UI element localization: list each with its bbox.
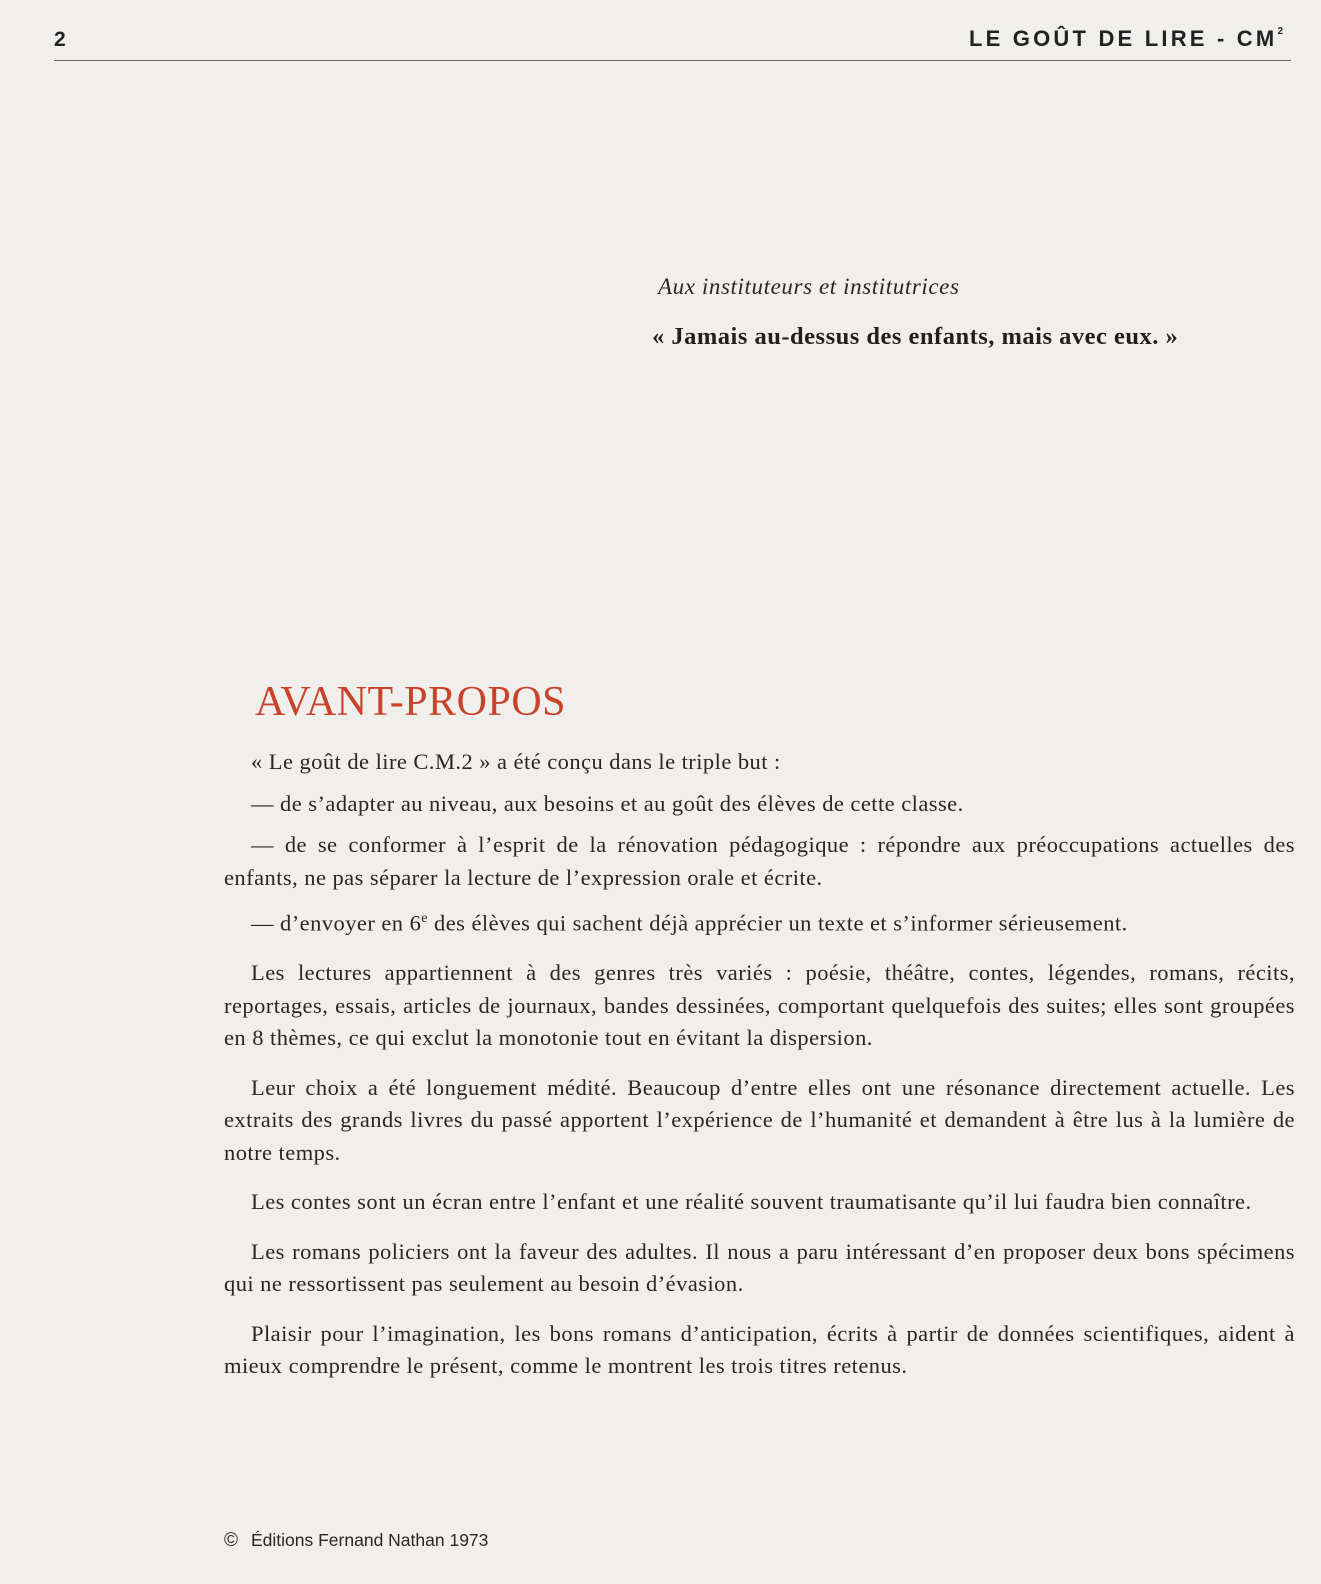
paragraph-anticipation: Plaisir pour l’imagination, les bons romans d’anticipation, écrits à partir de données scientifiques, aident à mieux comprendre le présent, comme le montrent les trois titres retenus.	[224, 1320, 1295, 1378]
running-title-text: LE GOÛT DE LIRE - CM	[968, 26, 1278, 51]
running-title-superscript: 2	[1277, 25, 1283, 37]
paragraph-choice: Leur choix a été longuement médité. Beaucoup d’entre elles ont une résonance directement actuelle. Les extraits des grands livres du passé apportent l’expérience de l’humanité et demandent à être lus à la lumière de notre temps.	[224, 1074, 1295, 1165]
copyright-line	[224, 1530, 488, 1552]
paragraph-contes: Les contes sont un écran entre l’enfant et une réalité souvent traumatisante qu’il lui faudra bien connaître.	[251, 1189, 1252, 1214]
body-text	[224, 746, 1295, 1383]
paragraph-goal-2: — de se conformer à l’esprit de la rénovation pédagogique : répondre aux préoccupations actuelles des enfants, ne pas séparer la lecture de l’expression orale et écrite.	[224, 832, 1295, 890]
page-number: 2	[54, 28, 66, 51]
running-title	[969, 26, 1283, 52]
goal-3-superscript: e	[421, 911, 428, 926]
goal-3-end: des élèves qui sachent déjà apprécier un texte et s’informer sérieusement.	[427, 910, 1128, 936]
section-title: AVANT-PROPOS	[255, 679, 567, 726]
paragraph-policiers: Les romans policiers ont la faveur des adultes. Il nous a paru intéressant d’en proposer deux bons spécimens qui ne ressortissent pas seulement au besoin d’évasion.	[224, 1238, 1295, 1296]
paragraph-goal-3	[224, 903, 1295, 940]
copyright-symbol: ©	[224, 1530, 238, 1551]
page-header	[54, 26, 1291, 61]
goal-3-start: — d’envoyer en 6	[251, 910, 422, 936]
epigraph-quote: « Jamais au-dessus des enfants, mais avec eux. »	[652, 323, 1179, 350]
paragraph-goal-1: — de s’adapter au niveau, aux besoins et au goût des élèves de cette classe.	[251, 790, 964, 816]
copyright-text: Éditions Fernand Nathan 1973	[251, 1530, 489, 1550]
dedication: Aux instituteurs et institutrices	[658, 274, 960, 299]
paragraph-genres: Les lectures appartiennent à des genres très variés : poésie, théâtre, contes, légendes, romans, récits, reportages, essais, articles de journaux, bandes dessinées, comportant quelquefois des suites; elles sont groupées en 8 thèmes, ce qui exclut la monotonie tout en évitant la dispersion.	[224, 960, 1295, 1050]
paragraph-intro: « Le goût de lire C.M.2 » a été conçu dans le triple but :	[251, 749, 781, 774]
